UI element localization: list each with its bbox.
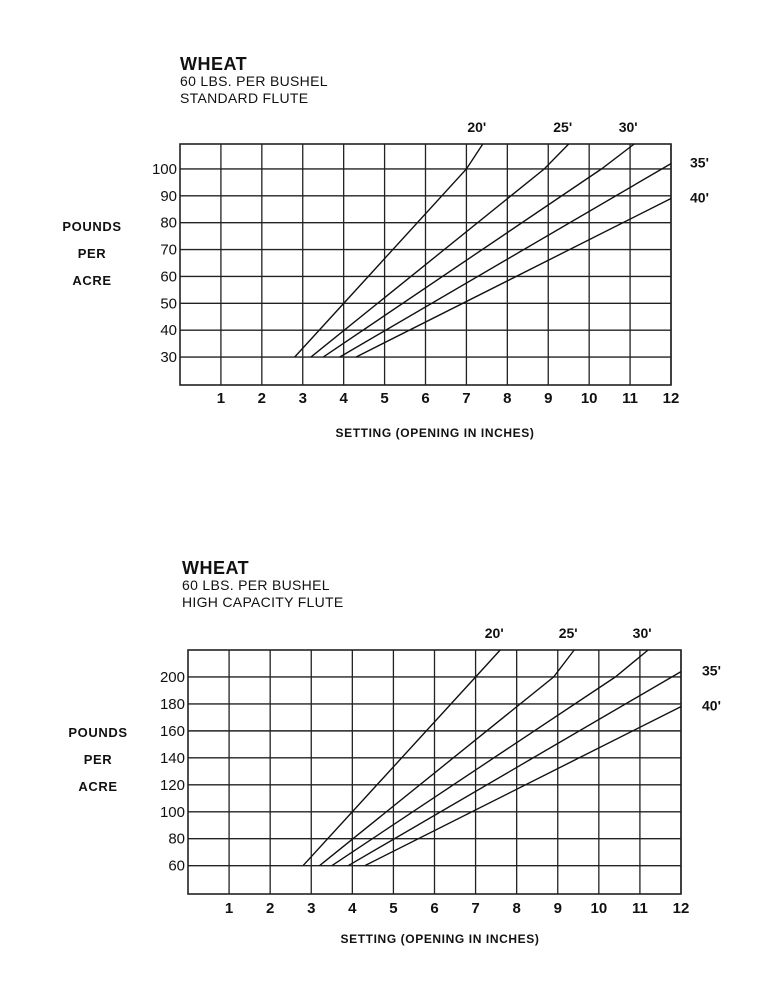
series-label: 25' — [558, 625, 578, 641]
chart-subtitle-line-1: 60 LBS. PER BUSHEL — [182, 577, 330, 593]
x-tick-label: 7 — [471, 900, 480, 917]
series-label: 35' — [702, 662, 721, 679]
chart-subtitle-line-1: 60 LBS. PER BUSHEL — [180, 73, 328, 89]
y-tick-label: 100 — [151, 160, 177, 178]
y-tick-label: 60 — [160, 268, 177, 286]
y-axis-label-line-2: PER — [83, 752, 113, 767]
y-axis-label-line-1: POUNDS — [68, 725, 128, 740]
y-axis-label-line-3: ACRE — [72, 273, 112, 288]
x-tick-label: 12 — [672, 900, 690, 917]
y-axis-label-line-2: PER — [77, 246, 107, 261]
y-tick-label: 90 — [160, 187, 177, 205]
x-tick-label: 5 — [380, 390, 389, 407]
chart-subtitle-line-2: HIGH CAPACITY FLUTE — [182, 594, 344, 610]
y-tick-label: 60 — [168, 857, 185, 875]
y-axis-label-line-1: POUNDS — [62, 219, 122, 234]
y-tick-label: 40 — [160, 322, 177, 340]
y-tick-label: 140 — [159, 749, 185, 767]
series-label: 30' — [618, 119, 638, 135]
x-tick-label: 11 — [622, 390, 639, 407]
x-axis-title: SETTING (OPENING IN INCHES) — [340, 932, 540, 946]
x-tick-label: 10 — [590, 900, 608, 917]
x-tick-label: 11 — [631, 900, 648, 917]
series-label: 40' — [690, 189, 709, 206]
x-tick-label: 1 — [224, 900, 234, 917]
y-tick-label: 50 — [160, 295, 177, 313]
y-tick-label: 160 — [159, 722, 185, 740]
series-label: 30' — [632, 625, 652, 641]
x-tick-label: 7 — [462, 390, 471, 407]
series-line-35ft — [348, 672, 681, 866]
x-tick-label: 9 — [544, 390, 553, 407]
x-tick-label: 6 — [430, 900, 439, 917]
x-tick-label: 1 — [216, 390, 226, 407]
series-label: 20' — [484, 625, 504, 641]
x-tick-label: 8 — [512, 900, 521, 917]
y-tick-label: 70 — [160, 241, 177, 259]
x-tick-label: 6 — [421, 390, 430, 407]
y-tick-label: 100 — [159, 803, 185, 821]
y-tick-label: 80 — [168, 830, 185, 848]
x-tick-label: 5 — [389, 900, 398, 917]
x-tick-label: 2 — [257, 390, 267, 407]
x-tick-label: 10 — [580, 390, 598, 407]
x-axis-title: SETTING (OPENING IN INCHES) — [335, 426, 535, 440]
series-label: 25' — [553, 119, 573, 135]
x-tick-label: 3 — [298, 390, 307, 407]
y-tick-label: 80 — [160, 214, 177, 232]
y-tick-label: 200 — [159, 668, 185, 686]
chart-subtitle-line-2: STANDARD FLUTE — [180, 90, 309, 106]
x-tick-label: 4 — [348, 900, 357, 917]
series-label: 20' — [467, 119, 487, 135]
series-label: 35' — [690, 154, 709, 171]
y-tick-label: 120 — [159, 776, 185, 794]
x-tick-label: 9 — [553, 900, 562, 917]
x-tick-label: 2 — [265, 900, 275, 917]
series-label: 40' — [702, 697, 721, 714]
x-tick-label: 4 — [339, 390, 348, 407]
grid — [188, 650, 681, 894]
chart-title: WHEAT — [180, 54, 248, 74]
y-tick-label: 30 — [160, 349, 177, 367]
x-tick-label: 3 — [307, 900, 316, 917]
y-axis-label-line-3: ACRE — [78, 779, 118, 794]
chart-title: WHEAT — [182, 558, 250, 578]
x-tick-label: 8 — [503, 390, 512, 407]
y-tick-label: 180 — [159, 695, 185, 713]
x-tick-label: 12 — [662, 390, 680, 407]
